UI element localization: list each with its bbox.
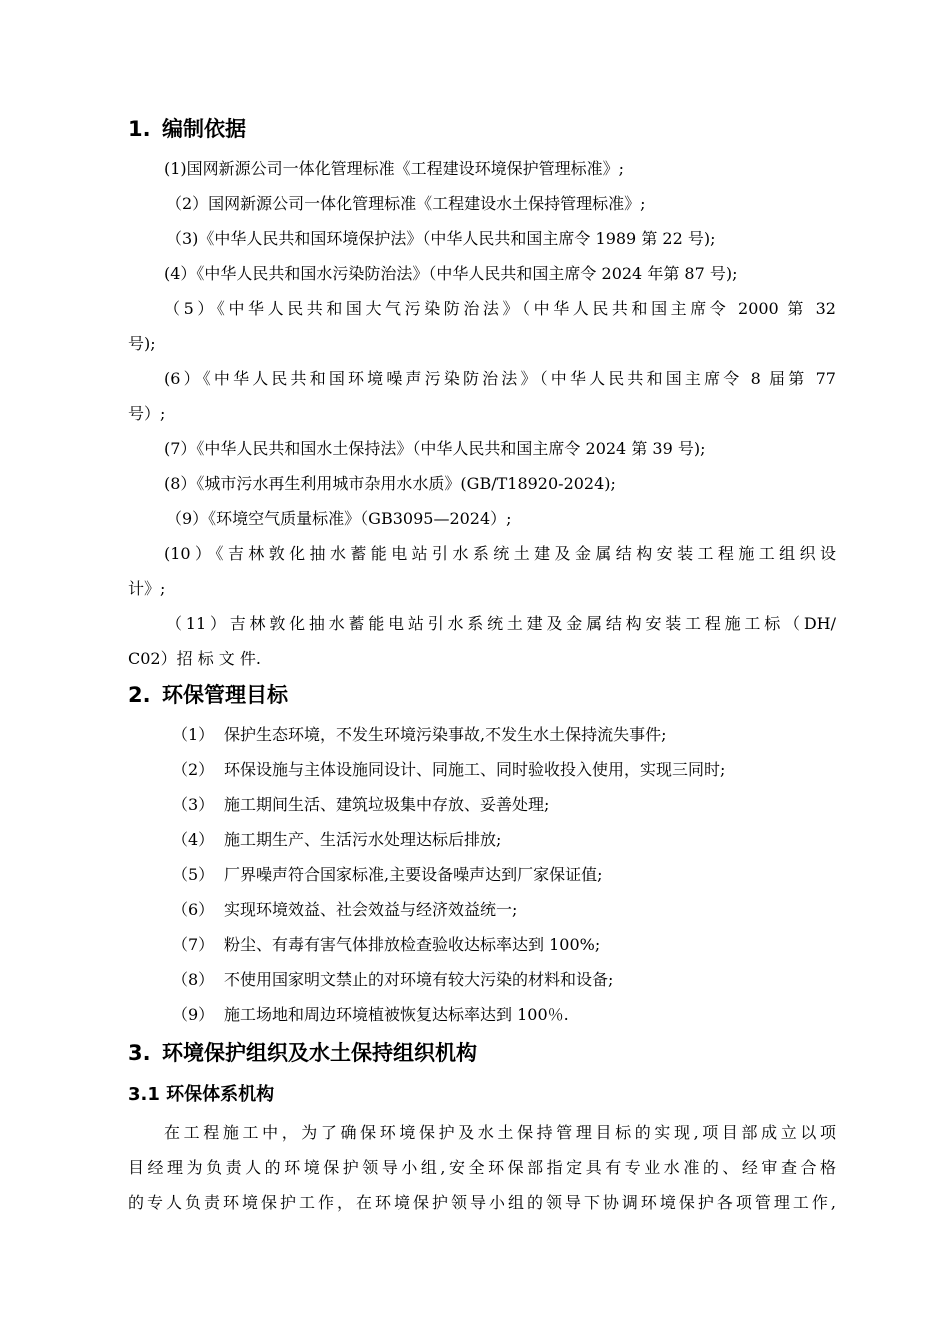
goal-text: 施工期生产、生活污水处理达标后排放; [224,830,502,849]
goal-number: （6） [172,900,215,919]
basis-item-7: (7）《中华人民共和国水土保持法》（中华人民共和国主席令 2024 第 39 号); [164,439,706,458]
section-1-number: 1. [128,117,151,141]
goal-item [172,724,666,746]
section-2-title: 环保管理目标 [162,683,288,707]
basis-item-6-line-2: 号）; [128,404,166,423]
goal-item [172,899,517,921]
goal-item [172,864,602,886]
section-1-title: 编制依据 [162,117,246,141]
goal-text: 施工场地和周边环境植被恢复达标率达到 100％. [224,1005,569,1024]
goal-number: （3） [172,795,215,814]
body-paragraph-line-3: 的专人负责环境保护工作，在环境保护领导小组的领导下协调环境保护各项管理工作, [128,1193,836,1212]
section-3-number: 3. [128,1041,151,1065]
section-3-title: 环境保护组织及水土保持组织机构 [162,1041,477,1065]
goal-item [172,759,725,781]
section-3-heading [128,1040,477,1066]
goal-item [172,934,600,956]
goal-item [172,794,549,816]
goal-text: 实现环境效益、社会效益与经济效益统一; [224,900,518,919]
basis-item-6-line-1: (6）《中华人民共和国环境噪声污染防治法》（中华人民共和国主席令 8 届第 77 [164,369,836,388]
goal-number: （1） [172,725,215,744]
basis-item-10-line-1: (10）《吉林敦化抽水蓄能电站引水系统土建及金属结构安装工程施工组织设 [164,544,836,563]
section-2-heading [128,682,288,708]
goal-text: 厂界噪声符合国家标准,主要设备噪声达到厂家保证值; [224,865,603,884]
basis-item-1: (1)国网新源公司一体化管理标准《工程建设环境保护管理标准》; [164,159,625,178]
goal-item [172,829,501,851]
basis-item-4: (4）《中华人民共和国水污染防治法》（中华人民共和国主席令 2024 年第 87 号); [164,264,738,283]
goal-number: （8） [172,970,215,989]
basis-item-3: （3)《中华人民共和国环境保护法》（中华人民共和国主席令 1989 第 22 号); [166,229,716,248]
basis-item-11-line-1: （11）吉林敦化抽水蓄能电站引水系统土建及金属结构安装工程施工标（DH/ [166,614,836,633]
goal-text: 施工期间生活、建筑垃圾集中存放、妥善处理; [224,795,550,814]
section-2-number: 2. [128,683,151,707]
basis-item-5-line-2: 号); [128,334,156,353]
goal-number: （2） [172,760,215,779]
basis-item-11-line-2: C02）招 标 文 件. [128,649,261,668]
goal-item [172,969,613,991]
goal-text: 不使用国家明文禁止的对环境有较大污染的材料和设备; [224,970,614,989]
body-paragraph-line-2: 目经理为负责人的环境保护领导小组,安全环保部指定具有专业水准的、经审查合格 [128,1158,836,1177]
goal-item [172,1004,569,1026]
body-paragraph-line-1: 在工程施工中，为了确保环境保护及水土保持管理目标的实现,项目部成立以项 [164,1123,836,1142]
goal-text: 保护生态环境，不发生环境污染事故,不发生水土保持流失事件; [224,725,667,744]
goal-number: （9） [172,1005,215,1024]
subsection-3-1-heading: 3.1 环保体系机构 [128,1084,275,1105]
goal-text: 粉尘、有毒有害气体排放检查验收达标率达到 100%; [224,935,601,954]
goal-number: （4） [172,830,215,849]
section-1-heading [128,116,246,142]
basis-item-10-line-2: 计》; [128,579,166,598]
goal-number: （5） [172,865,215,884]
basis-item-9: （9）《环境空气质量标准》（GB3095—2024）; [166,509,512,528]
basis-item-2: （2）国网新源公司一体化管理标准《工程建设水土保持管理标准》; [166,194,646,213]
basis-item-8: (8）《城市污水再生利用城市杂用水水质》(GB/T18920-2024); [164,474,616,493]
goal-text: 环保设施与主体设施同设计、同施工、同时验收投入使用，实现三同时; [224,760,726,779]
basis-item-5-line-1: （5）《中华人民共和国大气污染防治法》（中华人民共和国主席令 2000 第 32 [164,299,836,318]
goal-number: （7） [172,935,215,954]
